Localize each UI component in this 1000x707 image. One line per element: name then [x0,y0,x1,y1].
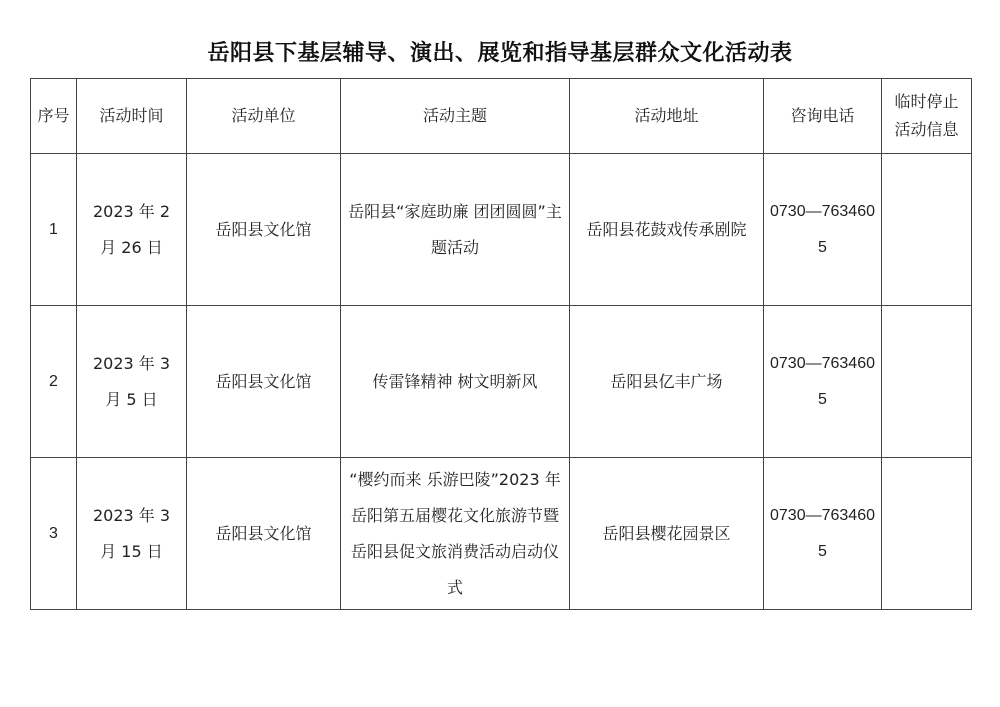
cell-time: 2023 年 2 月 26 日 [77,154,187,306]
cell-phone: 0730—7634605 [764,306,882,458]
cell-time: 2023 年 3 月 5 日 [77,306,187,458]
cell-index: 2 [31,306,77,458]
table-row [31,458,972,610]
cell-address: 岳阳县花鼓戏传承剧院 [570,154,764,306]
cell-theme: 传雷锋精神 树文明新风 [341,306,570,458]
cell-index: 1 [31,154,77,306]
cell-index: 3 [31,458,77,610]
cell-theme: “樱约而来 乐游巴陵”2023 年岳阳第五届樱花文化旅游节暨岳阳县促文旅消费活动启动仪式 [341,458,570,610]
cell-unit: 岳阳县文化馆 [187,306,341,458]
cell-stop-info [882,154,972,306]
cell-unit: 岳阳县文化馆 [187,154,341,306]
cell-stop-info [882,306,972,458]
page-title: 岳阳县下基层辅导、演出、展览和指导基层群众文化活动表 [207,41,793,66]
header-theme: 活动主题 [341,79,570,154]
header-time: 活动时间 [77,79,187,154]
table-row [31,154,972,306]
cell-address: 岳阳县亿丰广场 [570,306,764,458]
cell-phone: 0730—7634605 [764,154,882,306]
activity-table [30,78,972,610]
header-row [31,79,972,154]
cell-stop-info [882,458,972,610]
cell-theme: 岳阳县“家庭助廉 团团圆圆”主题活动 [341,154,570,306]
header-address: 活动地址 [570,79,764,154]
cell-address: 岳阳县樱花园景区 [570,458,764,610]
header-phone: 咨询电话 [764,79,882,154]
header-stop-info: 临时停止活动信息 [882,79,972,154]
cell-time: 2023 年 3 月 15 日 [77,458,187,610]
cell-phone: 0730—7634605 [764,458,882,610]
header-index: 序号 [31,79,77,154]
cell-unit: 岳阳县文化馆 [187,458,341,610]
table-row [31,306,972,458]
header-unit: 活动单位 [187,79,341,154]
